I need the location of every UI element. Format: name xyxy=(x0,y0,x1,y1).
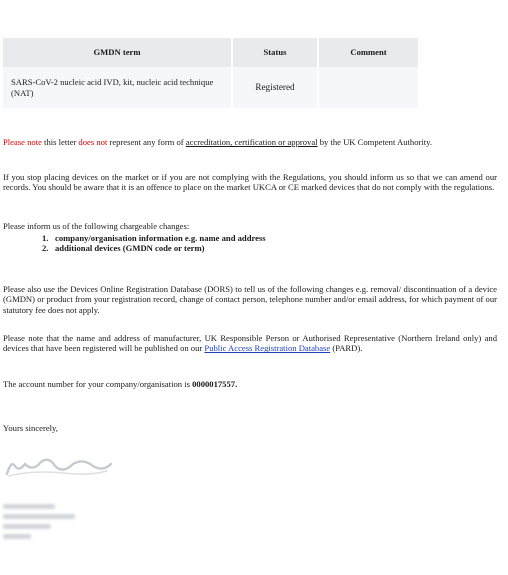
account-paragraph xyxy=(3,379,497,389)
gmdn-term-cell: SARS-CoV-2 nucleic acid IVD, kit, nucleic acid technique (NAT) xyxy=(11,77,214,98)
stop-placing-paragraph: If you stop placing devices on the market or if you are not complying with the Regulations, you should inform us so that we can amend our records. You should be aware that it is an offence to place on the market UKCA or CE marked devices that do not comply with the regulations. xyxy=(3,172,497,193)
chargeable-changes-list xyxy=(42,233,266,254)
publication-text: Please note that the name and address of manufacturer, UK Responsible Person or Authorised Representative (Northern Ireland only) and devices that have been registered will be published on our xyxy=(3,333,497,354)
column-header-comment: Comment xyxy=(318,38,418,67)
publication-tail: (PARD). xyxy=(330,343,363,354)
gmdn-table xyxy=(3,38,418,108)
column-header-gmdn-term: GMDN term xyxy=(93,47,141,58)
accreditation-underlined: accreditation, certification or approval xyxy=(185,137,318,147)
list-item: 2. additional devices (GMDN code or term) xyxy=(42,243,205,254)
account-number: 0000017557. xyxy=(192,379,238,389)
publication-paragraph xyxy=(3,333,497,354)
dors-paragraph: Please also use the Devices Online Registration Database (DORS) to tell us of the following changes e.g. removal/ discontinuation of a device (GMDN) or product from your registration record, change of contact person, telephone number and/or email address, for which payment of our statutory fee does not apply. xyxy=(3,284,497,315)
comment-cell xyxy=(318,67,418,108)
disclaimer-paragraph xyxy=(3,137,497,147)
does-not-label: does not xyxy=(78,137,108,147)
closing: Yours sincerely, xyxy=(3,423,58,433)
table-header-row xyxy=(3,38,418,67)
table-row xyxy=(3,67,418,108)
disclaimer-text-3: by the UK Competent Authority. xyxy=(317,137,433,147)
disclaimer-text-2: represent any form of xyxy=(107,137,186,147)
signature-image xyxy=(3,454,115,480)
please-note-label: Please note xyxy=(3,137,42,147)
column-header-status: Status xyxy=(232,38,318,67)
changes-intro: Please inform us of the following chargeable changes: xyxy=(3,221,190,231)
disclaimer-text-1: this letter xyxy=(41,137,79,147)
account-text: The account number for your company/organisation is xyxy=(3,379,193,389)
list-item: 1. company/organisation information e.g. name and address xyxy=(42,233,266,243)
status-cell: Registered xyxy=(232,67,318,108)
pard-link[interactable]: Public Access Registration Database xyxy=(204,343,331,354)
